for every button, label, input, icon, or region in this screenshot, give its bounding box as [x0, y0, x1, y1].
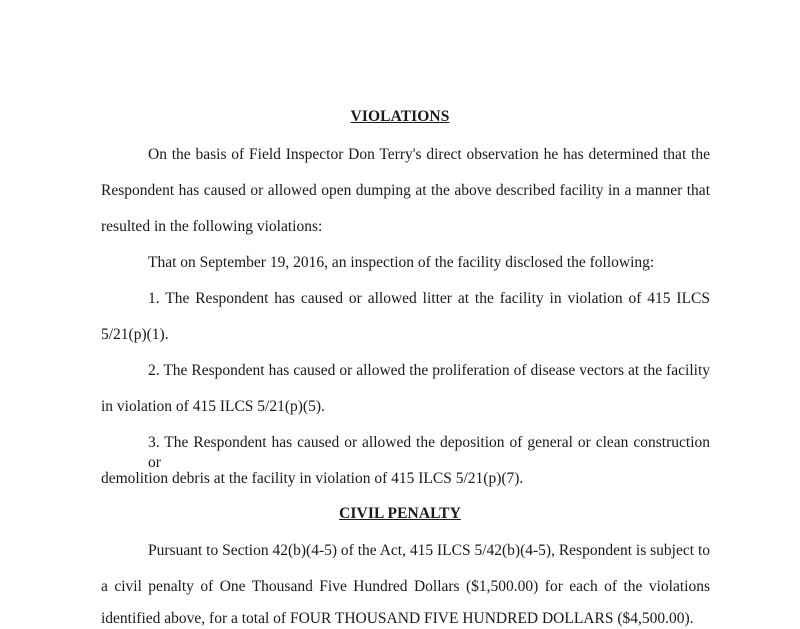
- violations-heading: VIOLATIONS: [350, 108, 450, 125]
- violation-item-1-line-1: 1. The Respondent has caused or allowed litter at the facility in violation of 415 ILCS: [148, 290, 710, 307]
- violation-item-1-line-2: 5/21(p)(1).: [101, 326, 169, 343]
- intro-line-1: On the basis of Field Inspector Don Terry's direct observation he has determined that the: [148, 146, 710, 163]
- violation-item-2-line-2: in violation of 415 ILCS 5/21(p)(5).: [101, 398, 325, 415]
- violation-item-2-line-1: 2. The Respondent has caused or allowed the proliferation of disease vectors at the facility: [148, 362, 710, 379]
- penalty-line-3: identified above, for a total of FOUR THOUSAND FIVE HUNDRED DOLLARS ($4,500.00).: [101, 610, 694, 627]
- intro-line-3: resulted in the following violations:: [101, 218, 323, 235]
- violation-item-3-line-2: demolition debris at the facility in violation of 415 ILCS 5/21(p)(7).: [101, 470, 524, 487]
- civil-penalty-heading: CIVIL PENALTY: [339, 505, 461, 522]
- penalty-line-1: Pursuant to Section 42(b)(4-5) of the Act, 415 ILCS 5/42(b)(4-5), Respondent is subject to: [148, 542, 710, 559]
- inspection-statement: That on September 19, 2016, an inspection of the facility disclosed the following:: [148, 254, 655, 271]
- violation-item-3-line-1: 3. The Respondent has caused or allowed the deposition of general or clean construction or: [148, 434, 710, 471]
- intro-line-2: Respondent has caused or allowed open dumping at the above described facility in a manner that: [101, 182, 710, 199]
- penalty-line-2: a civil penalty of One Thousand Five Hundred Dollars ($1,500.00) for each of the violations: [101, 578, 710, 595]
